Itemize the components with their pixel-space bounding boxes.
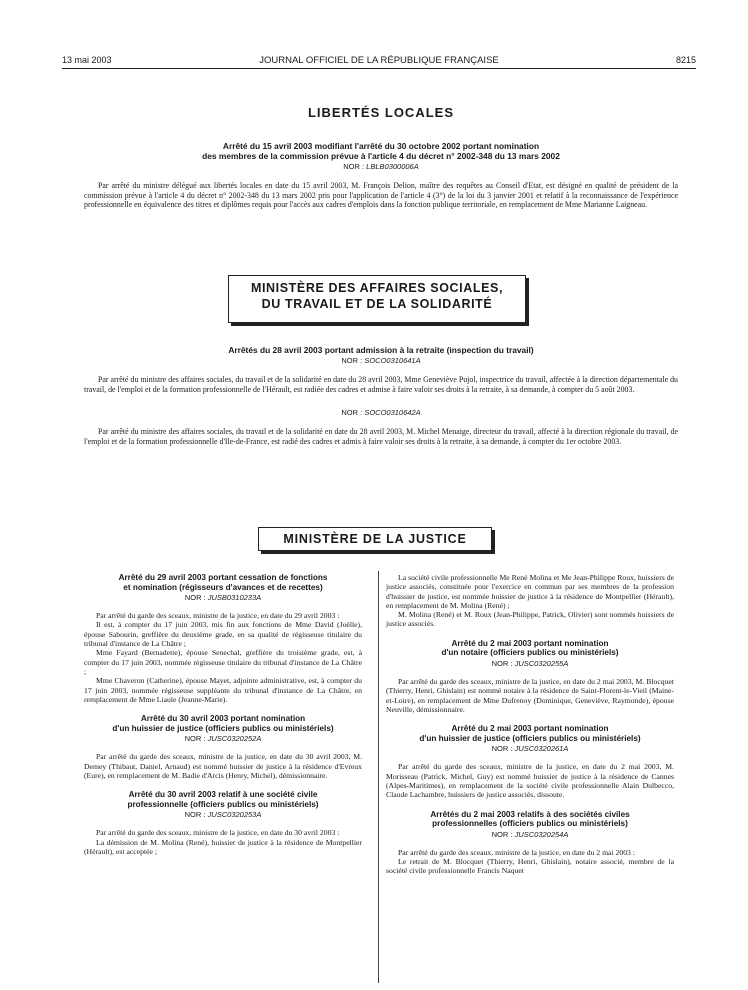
nor-reference <box>386 659 674 669</box>
article-title <box>84 790 362 809</box>
article-paragraph: La société civile professionnelle Me René Molina et Me Jean-Philippe Roux, huissiers de justice associés, constituée pour l'exercice en commun par ses membres de la profession d'huissier de justice, est nommée huissier de justice à la résidence de Montpellier (Hérault), en remplacement de M. Molina (René) ; <box>386 573 674 610</box>
article-cessation-fonctions <box>84 573 362 704</box>
nor-reference <box>84 162 678 172</box>
article-paragraph: Mme Fayard (Bernadette), épouse Senechal, greffière du troisième grade, est, à compter du 17 juin 2003, nommée régisseuse titulaire du tribunal d'instance de La Châtre ; <box>84 648 362 676</box>
column-divider <box>378 571 379 983</box>
article-title-line: d'un notaire (officiers publics ou ministériels) <box>441 648 619 658</box>
article-title-line: d'un huissier de justice (officiers publics ou ministériels) <box>419 733 641 743</box>
nor-label: NOR : <box>343 162 367 171</box>
nor-reference <box>84 356 678 366</box>
nor-code: JUSC0320254A <box>514 829 569 839</box>
article-paragraph: Par arrêté du garde des sceaux, ministre de la justice, en date du 30 avril 2003, M. Demey (Thibaut, Daniel, Arnaud) est nommé huissier de justice à la résidence d'Evreux (Eure), en remplacement de M. Badie d'Arcis (Henry, Michel), démissionnaire. <box>84 752 362 780</box>
article-paragraph: La démission de M. Molina (René), huissier de justice à la résidence de Montpellier (Hérault), est acceptée ; <box>84 837 362 857</box>
nor-code: JUSB0310233A <box>207 593 262 603</box>
article-paragraph: Par arrêté du garde des sceaux, ministre de la justice, en date du 29 avril 2003 : <box>96 611 340 621</box>
article-libertes <box>84 141 678 210</box>
section-heading-justice: MINISTÈRE DE LA JUSTICE <box>258 527 492 551</box>
article-title-line: d'un huissier de justice (officiers publics ou ministériels) <box>112 723 334 733</box>
nor-label: NOR : <box>184 810 208 820</box>
article-paragraph: Le retrait de M. Blocquet (Thierry, Henri, Ghislain), notaire associé, membre de la société civile professionnelle Francis Naquet <box>386 857 674 876</box>
article-title-line: professionnelle (officiers publics ou ministériels) <box>127 799 319 809</box>
nor-code: LBLB0300006A <box>366 162 419 171</box>
header-page-number: 8215 <box>675 55 696 65</box>
header-rule <box>62 68 696 69</box>
article-body: Par arrêté du ministre des affaires sociales, du travail et de la solidarité en date du 28 avril 2003, M. Michel Menaige, directeur du travail, affecté à la direction régionale du travail, de l'emploi et de la formation professionnelle d'Ile-de-France, est radié des cadres et admis à faire valoir ses droits à la retraite, à sa demande, à compter du 1er octobre 2003. <box>84 427 678 446</box>
article-title-line: et nomination (régisseurs d'avances et de recettes) <box>123 582 323 592</box>
article-title <box>386 639 674 658</box>
header-date: 13 mai 2003 <box>62 55 112 65</box>
article-body: Par arrêté du ministre des affaires sociales, du travail et de la solidarité en date du 28 avril 2003, Mme Geneviève Pujol, inspectrice du travail, affectée à la direction départementale du travail, de l'emploi et de la formation professionnelle de l'Hérault, est radiée des cadres et admise à faire valoir ses droits à la retraite, à sa demande, à compter du 5 août 2003. <box>84 375 678 394</box>
nor-label: NOR : <box>491 829 515 839</box>
article-societes-civiles <box>386 810 674 876</box>
article-societe-civile <box>84 790 362 856</box>
article-retraite <box>84 345 678 446</box>
nor-reference <box>84 408 678 418</box>
article-body: Par arrêté du ministre délégué aux libertés locales en date du 15 avril 2003, M. François Delion, maître des requêtes au Conseil d'Etat, est désigné en qualité de président de la commission prévue à l'article 4 du décret n° 2002-348 du 13 mars 2002 pris pour l'application de l'article 4 (3°) de la loi du 3 janvier 2001 et relatif à la reconnaissance de l'expérience professionnelle en équivalence des titres et diplômes requis pour l'accès aux cadres d'emplois dans la fonction publique territoriale, en remplacement de Mme Marianne Laigneau. <box>84 181 678 210</box>
right-column <box>386 573 674 876</box>
nor-code: JUSC0320252A <box>207 734 262 744</box>
article-title <box>84 573 362 592</box>
nor-code: SOCO0310642A <box>364 408 421 418</box>
nor-reference <box>84 734 362 744</box>
article-title <box>386 724 674 743</box>
nor-reference <box>386 744 674 754</box>
article-title-line: Arrêté du 15 avril 2003 modifiant l'arrêté du 30 octobre 2002 portant nomination <box>222 141 540 151</box>
article-title <box>84 141 678 161</box>
article-nomination-notaire <box>386 639 674 714</box>
nor-code: JUSC0320253A <box>207 810 262 820</box>
nor-reference <box>84 810 362 820</box>
article-title-line: Arrêté du 2 mai 2003 portant nomination <box>451 638 609 648</box>
article-nomination-huissier-cannes <box>386 724 674 799</box>
article-title <box>386 810 674 829</box>
running-header <box>62 55 696 69</box>
article-paragraph: Par arrêté du garde des sceaux, ministre de la justice, en date du 2 mai 2003 : <box>398 847 635 857</box>
article-paragraph: Par arrêté du garde des sceaux, ministre de la justice, en date du 2 mai 2003, M. Blocquet (Thierry, Henri, Ghislain) est nommé notaire à la résidence de Saint-Florent-le-Vieil (Maine-et-Loire), en remplacement de Mme Dufrenoy (Dominique, Geneviève, Raymonde), épouse Neuville, démissionnaire. <box>386 676 674 714</box>
nor-code: JUSC0320255A <box>514 658 569 668</box>
nor-label: NOR : <box>341 408 365 418</box>
article-title: Arrêtés du 28 avril 2003 portant admission à la retraite (inspection du travail) <box>228 345 534 355</box>
nor-label: NOR : <box>341 356 365 365</box>
article-title-line: Arrêté du 30 avril 2003 relatif à une société civile <box>128 790 318 800</box>
article-title-line: Arrêté du 29 avril 2003 portant cessation de fonctions <box>118 573 328 582</box>
section-heading-line: DU TRAVAIL ET DE LA SOLIDARITÉ <box>261 297 493 311</box>
section-heading-affaires-sociales <box>228 275 526 323</box>
article-title-line: Arrêté du 2 mai 2003 portant nomination <box>451 724 609 734</box>
article-title-line: Arrêté du 30 avril 2003 portant nomination <box>140 714 306 724</box>
article-paragraph: Par arrêté du garde des sceaux, ministre de la justice, en date du 2 mai 2003, M. Morisseau (Patrick, Michel, Guy) est nommé huissier de justice à la résidence de Cannes (Alpes-Maritimes), en remplacement de la société civile professionnelle Alain Dulbecco, Claude Lachambre, huissiers de justice associés, dissoute. <box>386 762 674 800</box>
article-title-line: professionnelles (officiers publics ou ministériels) <box>432 819 628 829</box>
section-heading-line: MINISTÈRE DES AFFAIRES SOCIALES, <box>250 281 504 295</box>
article-paragraph: Il est, à compter du 17 juin 2003, mis fin aux fonctions de Mme David (Joëlle), épouse Sabourin, greffière du deuxième grade, en sa qualité de régisseuse titulaire du tribunal d'instance de La Châtre ; <box>84 620 362 649</box>
article-title-line: Arrêtés du 2 mai 2003 relatifs à des sociétés civiles <box>430 809 630 819</box>
nor-label: NOR : <box>184 593 208 603</box>
nor-reference <box>386 830 674 840</box>
header-journal-title: JOURNAL OFFICIEL DE LA RÉPUBLIQUE FRANÇAISE <box>259 55 499 66</box>
nor-reference <box>84 593 362 603</box>
nor-label: NOR : <box>491 658 515 668</box>
article-nomination-huissier-evreux <box>84 714 362 780</box>
left-column <box>84 573 362 856</box>
nor-label: NOR : <box>184 734 208 744</box>
nor-label: NOR : <box>491 744 515 754</box>
section-heading-libertes: LIBERTÉS LOCALES <box>307 105 454 120</box>
article-title-line: des membres de la commission prévue à l'article 4 du décret n° 2002-348 du 13 mars 2002 <box>202 151 560 161</box>
article-paragraph: Mme Chaveron (Catherine), épouse Mayet, adjointe administrative, est, à compter du 17 juin 2003, nommée régisseuse suppléante du tribunal d'instance de La Châtre, en remplacement de Mme Liaule (Jeanne-Marie). <box>84 676 362 704</box>
article-title <box>84 714 362 733</box>
nor-code: JUSC0320261A <box>514 744 569 754</box>
nor-code: SOCO0310641A <box>364 356 421 365</box>
article-paragraph: M. Molina (René) et M. Roux (Jean-Philippe, Patrick, Olivier) sont nommés huissiers de justice associés. <box>386 610 674 629</box>
article-paragraph: Par arrêté du garde des sceaux, ministre de la justice, en date du 30 avril 2003 : <box>96 828 340 838</box>
